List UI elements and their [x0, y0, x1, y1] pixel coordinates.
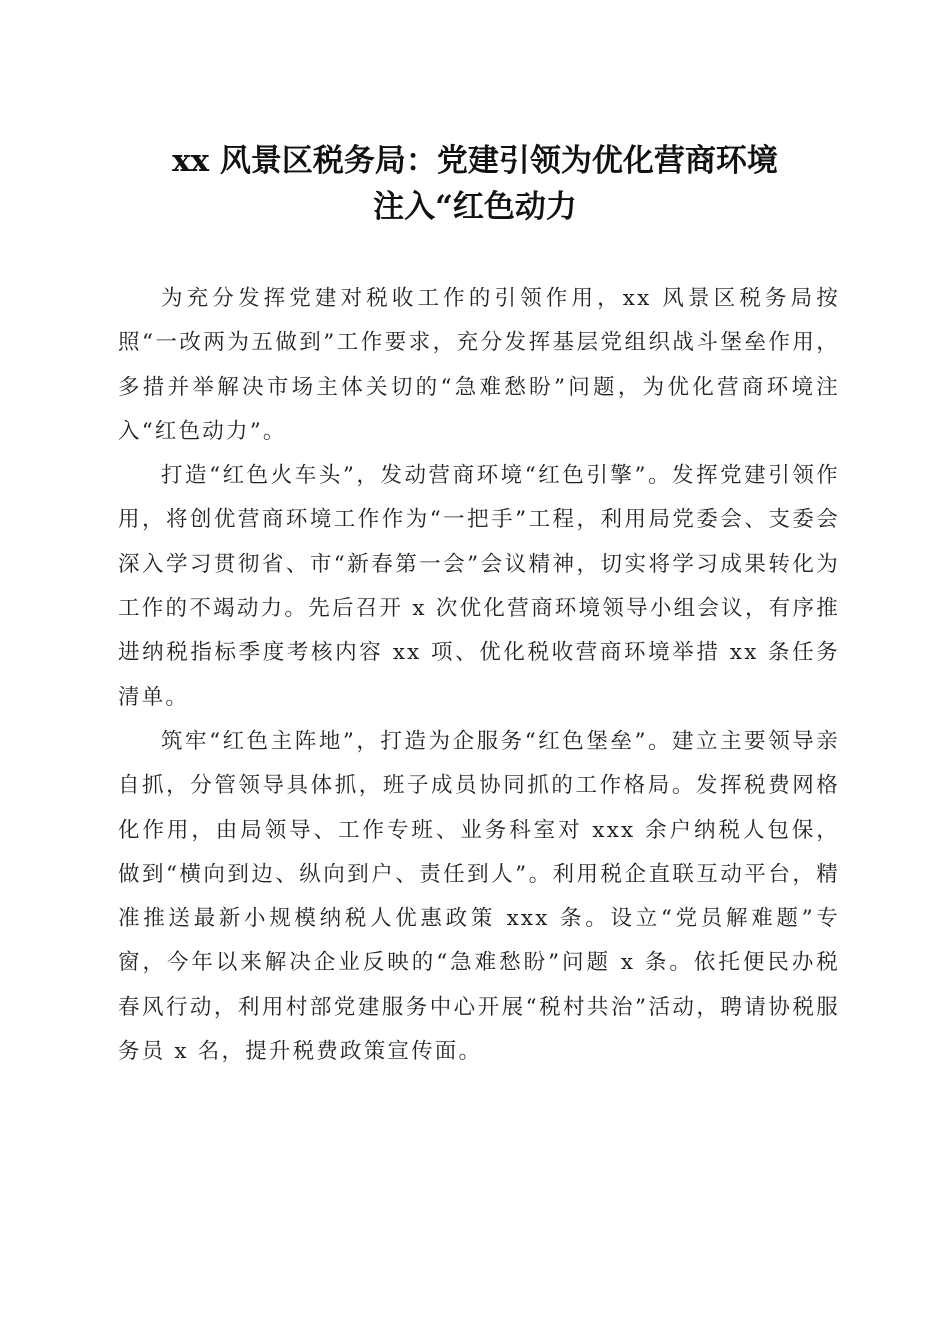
document-title-line-2: 注入“红色动力	[373, 189, 577, 225]
paragraph-red-fortress: 筑牢“红色主阵地”，打造为企服务“红色堡垒”。建立主要领导亲自抓，分管领导具体抓，班子成员协同抓的工作格局。发挥税费网格化作用，由局领导、工作专班、业务科室对 xxx 余户纳税人包保，做到“横向到边、纵向到户、责任到人”。利用税企直联互动平台，精准推送最新小规模纳税人优惠政策 xxx 条。设立“党员解难题”专窗，今年以来解决企业反映的“急难愁盼”问题 x 条。依托便民办税春风行动，利用村部党建服务中心开展“税村共治”活动，聘请协税服务员 x 名，提升税费政策宣传面。	[118, 728, 840, 1065]
paragraph-red-locomotive: 打造“红色火车头”，发动营商环境“红色引擎”。发挥党建引领作用，将创优营商环境工作作为“一把手”工程，利用局党委会、支委会深入学习贯彻省、市“新春第一会”会议精神，切实将学习成果转化为工作的不竭动力。先后召开 x 次优化营商环境领导小组会议，有序推进纳税指标季度考核内容 xx 项、优化税收营商环境举措 xx 条任务清单。	[118, 463, 840, 710]
document-title-line-1: xx 风景区税务局：党建引领为优化营商环境	[172, 143, 778, 179]
document-body	[118, 277, 840, 1074]
paragraph-intro: 为充分发挥党建对税收工作的引领作用，xx 风景区税务局按照“一改两为五做到”工作要求，充分发挥基层党组织战斗堡垒作用，多措并举解决市场主体关切的“急难愁盼”问题，为优化营商环境注入“红色动力”。	[118, 286, 840, 444]
